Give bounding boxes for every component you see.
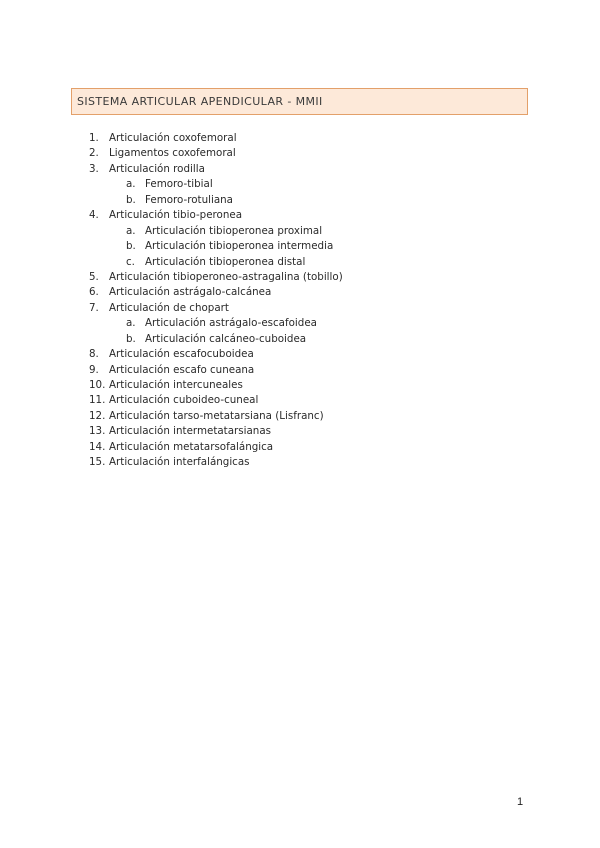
title-box [71, 88, 528, 115]
list-marker: 12. [89, 409, 106, 422]
document-title: SISTEMA ARTICULAR APENDICULAR - MMII [77, 95, 323, 108]
sub-list-item [89, 193, 343, 208]
list-item-text: Articulación tibioperoneo-astragalina (tobillo) [109, 270, 343, 283]
list-item-text: Femoro-tibial [145, 178, 213, 191]
list-item-text: Articulación tarso-metatarsiana (Lisfranc) [109, 409, 324, 422]
sub-list-item [89, 255, 343, 270]
list-item-text: Articulación interfalángicas [109, 456, 250, 469]
list-item [89, 285, 343, 300]
list-marker: b. [126, 240, 136, 253]
list-marker: 2. [89, 147, 99, 160]
list-marker: a. [126, 224, 136, 237]
list-item-text: Articulación intercuneales [109, 379, 243, 391]
list-marker: 7. [89, 301, 99, 314]
list-marker: 4. [89, 209, 99, 222]
list-marker: 3. [89, 162, 99, 175]
list-item [89, 424, 343, 439]
list-marker: 13. [89, 425, 106, 438]
list-marker: 6. [89, 286, 99, 299]
list-item-text: Articulación escafo cuneana [109, 363, 255, 376]
list-item-text: Articulación calcáneo-cuboidea [145, 332, 307, 345]
outline-list [89, 131, 343, 471]
list-marker: 1. [89, 132, 99, 144]
list-item-text: Articulación astrágalo-calcánea [109, 286, 272, 299]
list-marker: b. [126, 332, 136, 345]
list-item [89, 162, 343, 177]
list-item [89, 393, 343, 408]
list-item-text: Articulación coxofemoral [109, 132, 237, 144]
list-item-text: Articulación intermetatarsianas [109, 425, 271, 438]
list-item [89, 146, 343, 161]
list-item [89, 378, 343, 393]
list-item [89, 270, 343, 285]
list-item-text: Ligamentos coxofemoral [109, 147, 236, 160]
list-marker: 9. [89, 363, 99, 376]
list-marker: 8. [89, 348, 99, 361]
list-marker: b. [126, 193, 136, 206]
list-item [89, 440, 343, 455]
list-item-text: Articulación tibioperonea distal [145, 255, 306, 268]
list-item-text: Articulación metatarsofalángica [109, 440, 274, 453]
list-item-text: Femoro-rotuliana [145, 193, 233, 206]
sub-list-item [89, 316, 343, 331]
list-marker: 5. [89, 270, 99, 283]
list-marker: a. [126, 317, 136, 330]
list-item [89, 301, 343, 316]
list-marker: a. [126, 178, 136, 191]
list-item-text: Articulación astrágalo-escafoidea [145, 317, 317, 330]
list-item-text: Articulación tibio-peronea [109, 209, 243, 222]
list-item-text: Articulación tibioperonea intermedia [145, 240, 334, 253]
list-item [89, 347, 343, 362]
list-marker: 11. [89, 394, 106, 407]
list-item [89, 208, 343, 223]
list-item [89, 363, 343, 378]
list-item-text: Articulación escafocuboidea [109, 348, 254, 361]
list-item [89, 409, 343, 424]
list-marker: 14. [89, 440, 106, 453]
sub-list-item [89, 239, 343, 254]
list-item [89, 131, 343, 146]
list-item-text: Articulación de chopart [109, 301, 229, 314]
sub-list-item [89, 224, 343, 239]
list-marker: 10. [89, 379, 106, 391]
sub-list-item [89, 332, 343, 347]
list-item-text: Articulación tibioperonea proximal [145, 224, 323, 237]
list-item [89, 455, 343, 470]
list-item-text: Articulación cuboideo-cuneal [109, 394, 259, 407]
sub-list-item [89, 177, 343, 192]
list-item-text: Articulación rodilla [109, 162, 205, 175]
list-marker: 15. [89, 456, 106, 469]
list-marker: c. [126, 255, 135, 268]
page-number: 1 [517, 796, 524, 808]
